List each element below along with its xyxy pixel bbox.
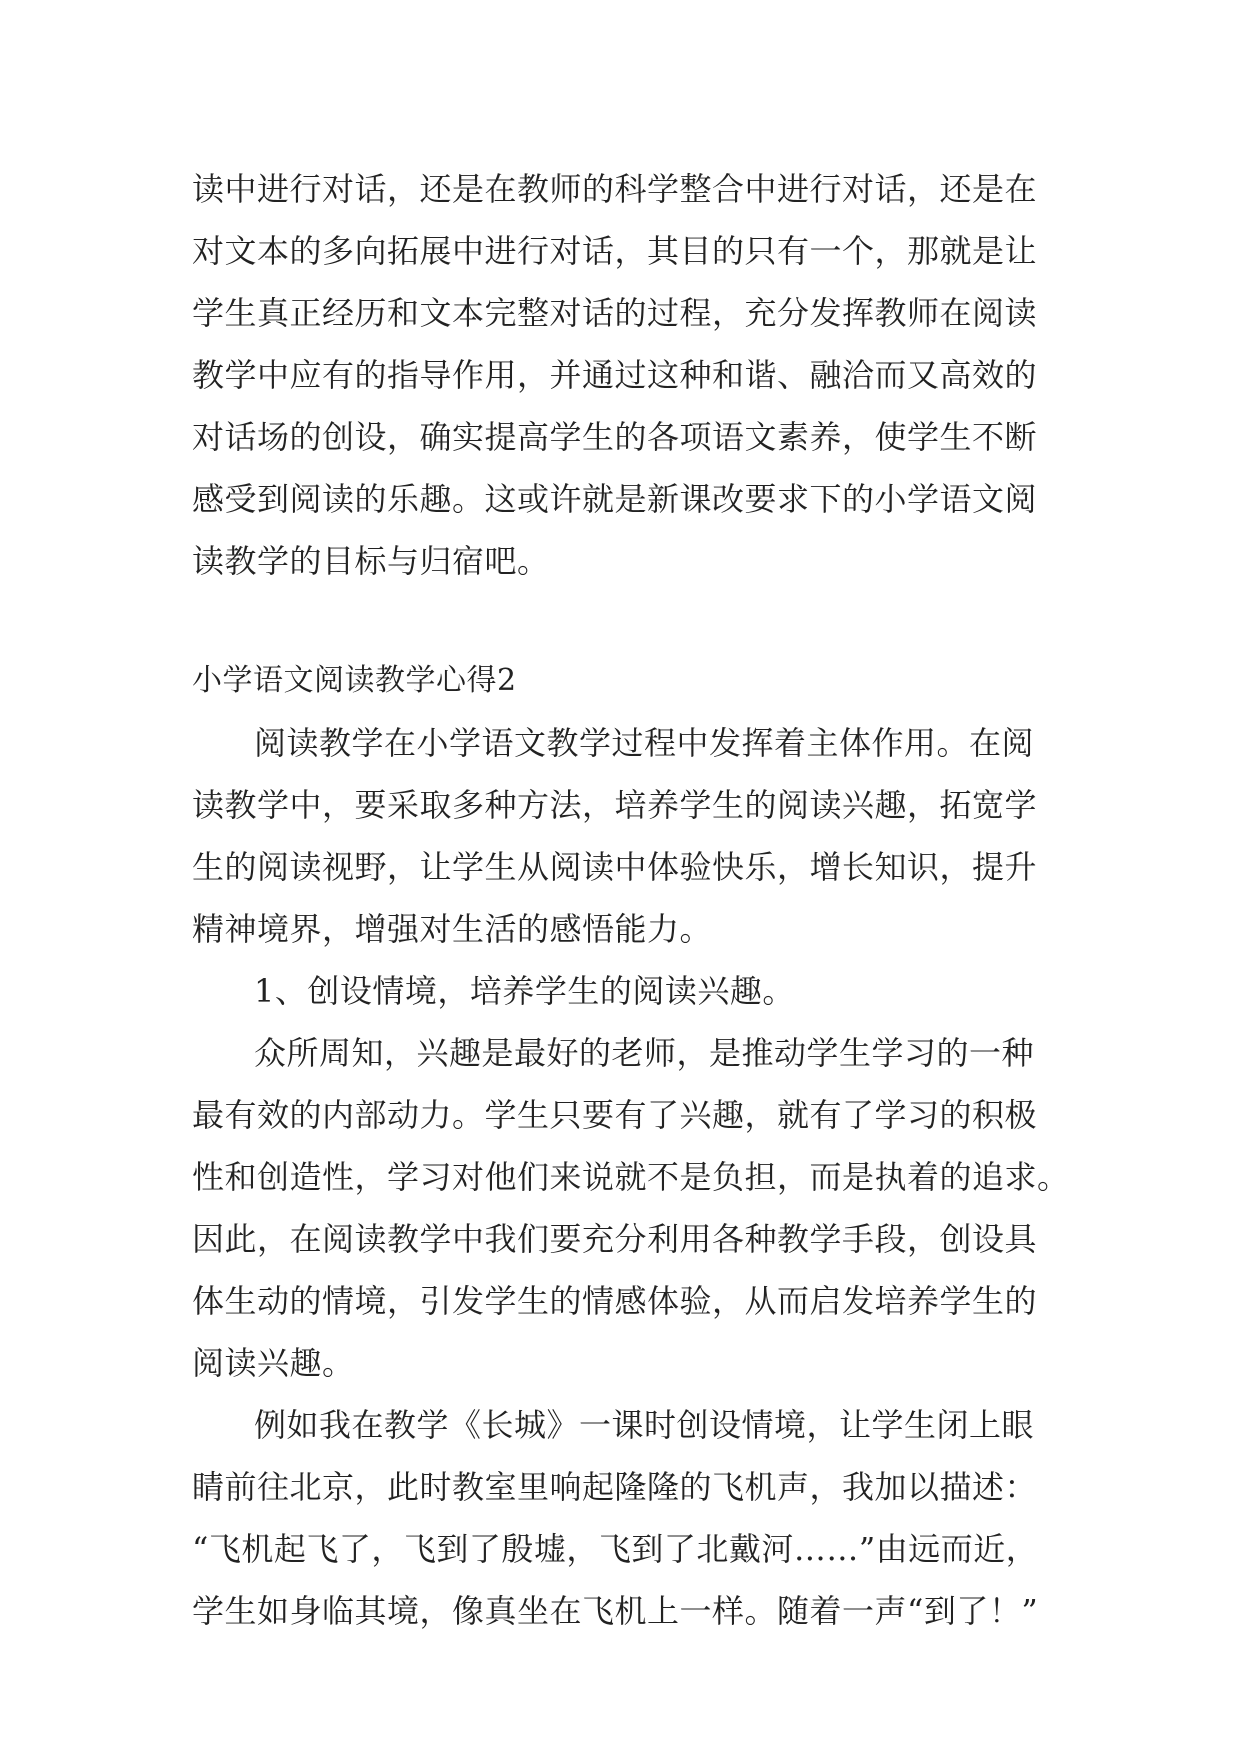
paragraph-intro [192,712,1062,960]
text-line: 读教学中，要采取多种方法，培养学生的阅读兴趣，拓宽学 [192,786,1038,824]
text-line: 对文本的多向拓展中进行对话，其目的只有一个，那就是让 [192,232,1038,270]
section1-paragraph [192,158,1062,592]
section-heading: 小学语文阅读教学心得2 [192,663,517,698]
text-line: 读中进行对话，还是在教师的科学整合中进行对话，还是在 [192,170,1038,208]
text-line: 最有效的内部动力。学生只要有了兴趣，就有了学习的积极 [192,1096,1038,1134]
text-line: 阅读兴趣。 [192,1344,355,1382]
text-line: 阅读教学在小学语文教学过程中发挥着主体作用。在阅 [254,724,1035,762]
text-line: 精神境界，增强对生活的感悟能力。 [192,910,713,948]
text-line: 学生如身临其境，像真坐在飞机上一样。随着一声“到了！” [192,1592,1039,1630]
text-line: 学生真正经历和文本完整对话的过程，充分发挥教师在阅读 [192,294,1038,332]
paragraph-interest [192,1022,1070,1394]
text-line: 众所周知，兴趣是最好的老师，是推动学生学习的一种 [254,1034,1035,1072]
text-line: 生的阅读视野，让学生从阅读中体验快乐，增长知识，提升 [192,848,1038,886]
numbered-item: 1、创设情境，培养学生的阅读兴趣。 [254,972,795,1010]
text-line: 对话场的创设，确实提高学生的各项语文素养，使学生不断 [192,418,1038,456]
text-line: 例如我在教学《长城》一课时创设情境，让学生闭上眼 [254,1406,1035,1444]
text-line: 感受到阅读的乐趣。这或许就是新课改要求下的小学语文阅 [192,480,1038,518]
text-line: “飞机起飞了，飞到了殷墟，飞到了北戴河……”由远而近， [192,1530,1039,1568]
section-gap [192,592,1062,650]
text-line: 读教学的目标与归宿吧。 [192,542,550,580]
text-line: 睛前往北京，此时教室里响起隆隆的飞机声，我加以描述： [192,1468,1038,1506]
text-line: 因此，在阅读教学中我们要充分利用各种教学手段，创设具 [192,1220,1038,1258]
text-line: 教学中应有的指导作用，并通过这种和谐、融洽而又高效的 [192,356,1038,394]
text-line: 体生动的情境，引发学生的情感体验，从而启发培养学生的 [192,1282,1038,1320]
document-body [192,158,1070,1642]
paragraph-example [192,1394,1062,1642]
text-line: 性和创造性，学习对他们来说就不是负担，而是执着的追求。 [192,1158,1070,1196]
